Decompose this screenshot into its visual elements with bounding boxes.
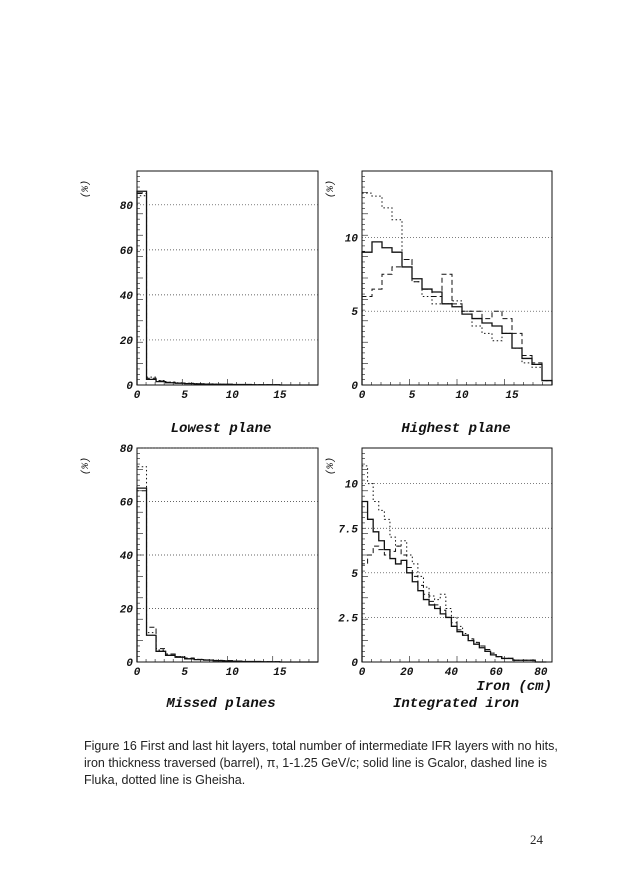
y-tick-label-2: 40 bbox=[119, 290, 133, 303]
series-dotted-line bbox=[362, 193, 552, 385]
panel-title: Integrated iron bbox=[392, 696, 520, 712]
x-tick-label-1: 5 bbox=[181, 390, 188, 402]
x-tick-label-1: 5 bbox=[181, 667, 188, 679]
series-dotted-line bbox=[362, 466, 546, 662]
series-dashed-line bbox=[137, 491, 318, 662]
series-dashed-line bbox=[362, 260, 552, 385]
x-tick-label-0: 0 bbox=[133, 390, 141, 402]
x-axis-label: Iron (cm) bbox=[476, 679, 552, 695]
x-tick-label-4: 80 bbox=[534, 667, 548, 679]
y-tick-label-0: 0 bbox=[351, 381, 358, 393]
plot-frame bbox=[137, 171, 318, 385]
y-tick-label-0: 0 bbox=[126, 381, 133, 393]
y-tick-label-2: 40 bbox=[119, 551, 133, 563]
figure-caption: Figure 16 First and last hit layers, total number of intermediate IFR layers with no hits, iron thickness traversed (barrel), π, 1-1.25 GeV/c; solid line is Gcalor, dashed line is Fluka, dotted line is Gheisha. bbox=[84, 739, 558, 787]
y-tick-label-1: 20 bbox=[119, 335, 133, 348]
y-axis-label: (%) bbox=[81, 179, 92, 199]
plot-frame bbox=[362, 171, 552, 385]
series-solid-line bbox=[137, 488, 318, 662]
panel-integrated-iron bbox=[325, 448, 552, 712]
series-dashed-line bbox=[137, 194, 318, 385]
x-tick-label-2: 10 bbox=[225, 390, 239, 402]
x-tick-label-0: 0 bbox=[358, 667, 366, 679]
y-axis-label: (%) bbox=[81, 456, 92, 476]
x-tick-label-2: 10 bbox=[225, 667, 239, 679]
series-dotted-line bbox=[137, 467, 318, 662]
y-tick-label-1: 2.5 bbox=[338, 613, 358, 626]
series-solid-line bbox=[137, 191, 318, 385]
y-tick-label-4: 80 bbox=[119, 200, 133, 213]
x-tick-label-3: 15 bbox=[273, 667, 287, 679]
panel-lowest-plane bbox=[80, 171, 318, 437]
x-tick-label-2: 10 bbox=[455, 390, 469, 402]
series-solid-line bbox=[362, 242, 552, 385]
y-tick-label-2: 10 bbox=[344, 233, 358, 246]
y-tick-label-3: 60 bbox=[119, 245, 133, 258]
page-number: 24 bbox=[530, 832, 543, 847]
y-tick-label-3: 7.5 bbox=[338, 524, 358, 537]
x-tick-label-3: 60 bbox=[489, 667, 503, 679]
x-tick-label-3: 15 bbox=[505, 390, 519, 402]
x-tick-label-3: 15 bbox=[273, 390, 287, 402]
y-tick-label-4: 10 bbox=[344, 479, 358, 492]
y-tick-label-2: 5 bbox=[351, 568, 358, 581]
series-solid-line bbox=[362, 502, 546, 663]
y-tick-label-0: 0 bbox=[351, 658, 358, 670]
y-axis-label: (%) bbox=[326, 456, 337, 476]
y-tick-label-4: 80 bbox=[119, 444, 133, 456]
y-tick-label-1: 5 bbox=[351, 307, 358, 320]
panel-title: Highest plane bbox=[401, 421, 511, 437]
panel-highest-plane bbox=[325, 171, 552, 437]
x-tick-label-0: 0 bbox=[358, 390, 366, 402]
x-tick-label-0: 0 bbox=[133, 667, 141, 679]
x-tick-label-2: 40 bbox=[444, 667, 459, 679]
series-dashed-line bbox=[362, 546, 546, 662]
panel-title: Lowest plane bbox=[170, 421, 272, 437]
x-tick-label-1: 5 bbox=[408, 390, 416, 402]
y-tick-label-1: 20 bbox=[119, 604, 133, 617]
series-dotted-line bbox=[137, 196, 318, 385]
y-tick-label-3: 60 bbox=[119, 497, 133, 510]
y-axis-label: (%) bbox=[326, 179, 337, 199]
panel-title: Missed planes bbox=[166, 696, 276, 712]
x-tick-label-1: 20 bbox=[400, 667, 414, 679]
panel-missed-planes bbox=[80, 444, 318, 712]
y-tick-label-0: 0 bbox=[126, 658, 133, 670]
